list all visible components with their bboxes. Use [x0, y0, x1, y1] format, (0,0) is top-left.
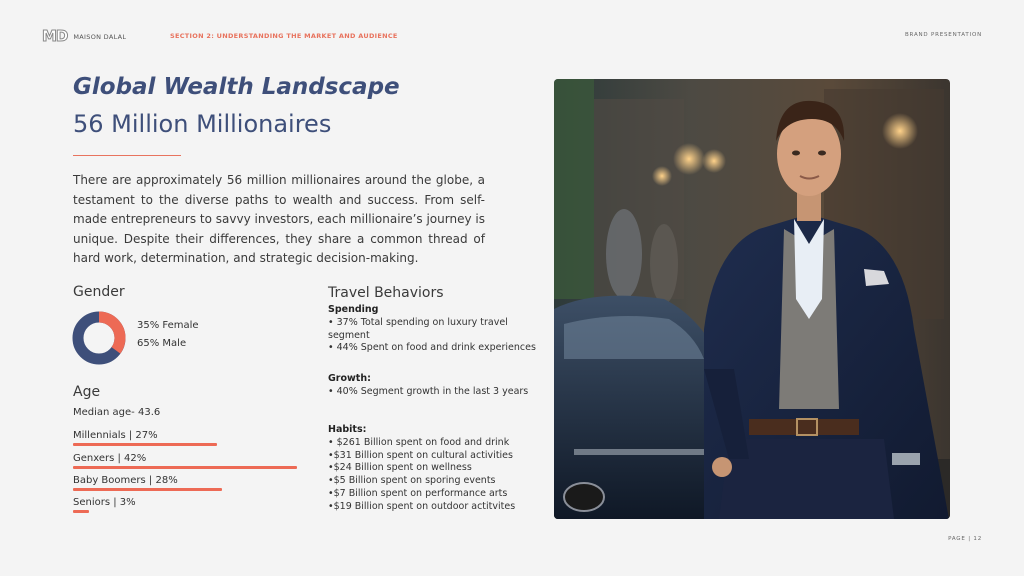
spending-item: • 44% Spent on food and drink experiences [328, 342, 536, 354]
gender-heading: Gender [73, 284, 125, 300]
habit-item: •$19 Billion spent on outdoor actitvites [328, 500, 516, 512]
travel-growth [328, 373, 543, 399]
travel-heading: Travel Behaviors [328, 285, 444, 301]
habit-item: • $261 Billion spent on food and drink [328, 436, 510, 448]
growth-item: • 40% Segment growth in the last 3 years [328, 385, 529, 397]
age-group-label: Baby Boomers | 28% [73, 475, 178, 486]
age-group-genxers [73, 453, 303, 469]
brand-label: BRAND PRESENTATION [904, 32, 982, 38]
travel-habits [328, 424, 543, 514]
man-in-suit-photo [554, 79, 950, 519]
age-group-baby-boomers [73, 475, 303, 491]
age-group-bar [73, 443, 217, 446]
age-group-label: Seniors | 3% [73, 497, 136, 508]
growth-title: Growth: [328, 373, 371, 384]
gender-donut-chart [72, 311, 126, 365]
page-number: PAGE | 12 [948, 536, 982, 542]
age-group-label: Millennials | 27% [73, 430, 158, 441]
spending-item: • 37% Total spending on luxury travel segment [328, 316, 508, 341]
habit-item: •$5 Billion spent on sporing events [328, 475, 496, 487]
brand-logo [42, 27, 126, 45]
section-title: SECTION 2: UNDERSTANDING THE MARKET AND AUDIENCE [170, 32, 398, 40]
male-share-label: 65% Male [137, 338, 187, 349]
age-heading: Age [73, 384, 101, 400]
female-share-label: 35% Female [137, 320, 199, 331]
age-group-seniors [73, 497, 303, 513]
title-divider [73, 155, 181, 156]
logo-name: MAISON DALAL [73, 33, 127, 41]
travel-spending [328, 304, 543, 355]
page-title: Global Wealth Landscape [73, 74, 400, 100]
habit-item: •$7 Billion spent on performance arts [328, 487, 508, 499]
habits-title: Habits: [328, 424, 367, 435]
logo-mark: MD [42, 27, 68, 45]
habit-item: •$31 Billion spent on cultural activities [328, 449, 513, 461]
age-group-bar [73, 466, 297, 469]
intro-paragraph: There are approximately 56 million millionaires around the globe, a testament to the diverse paths to wealth and success. From self-made entrepreneurs to savvy investors, each millionaire’s journey is unique. Despite their differences, they share a common thread of hard work, determination, and strategic decision-making. [73, 173, 485, 265]
habit-item: •$24 Billion spent on wellness [328, 462, 472, 474]
age-group-millennials [73, 430, 303, 446]
header [42, 28, 982, 44]
age-group-bar [73, 488, 222, 491]
page-subtitle: 56 Million Millionaires [73, 110, 332, 138]
age-group-label: Genxers | 42% [73, 453, 147, 464]
spending-title: Spending [328, 304, 379, 315]
age-group-bar [73, 510, 89, 513]
median-age: Median age- 43.6 [73, 407, 161, 418]
